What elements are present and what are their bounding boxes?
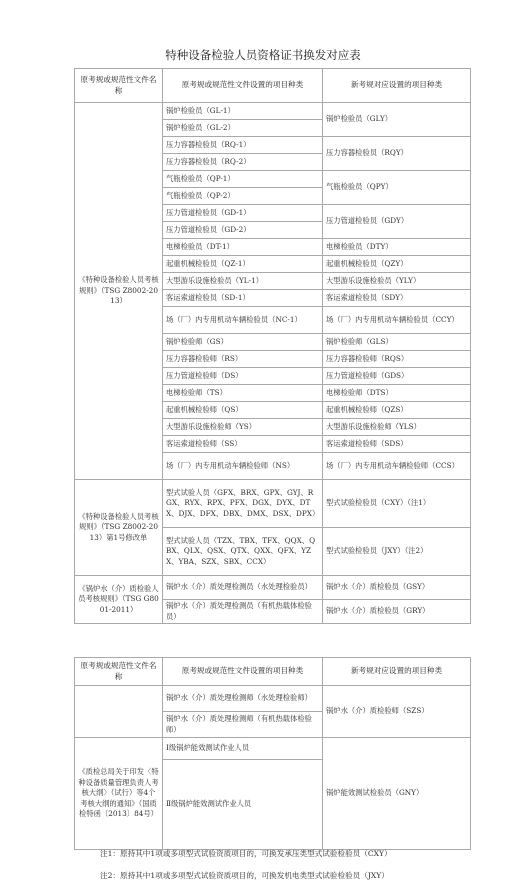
header-old-item: 原考规或规范性文件设置的项目种类 [163, 658, 323, 686]
new-item-cell: 电梯检验员（DTY） [323, 239, 471, 256]
new-item-cell: 锅炉水（介）质检验师（SZS） [323, 686, 471, 738]
new-item-cell: 压力容器检验师（RQS） [323, 351, 471, 368]
new-item-cell: 电梯检验师（DTS） [323, 385, 471, 402]
header-new-item: 新考规对应设置的项目种类 [323, 69, 471, 103]
document-title: 特种设备检验人员资格证书换发对应表 [165, 48, 361, 62]
old-item-cell: 大型游乐设施检验员（YL-1） [163, 273, 323, 290]
old-item-cell: 气瓶检验员（QP-2） [163, 188, 323, 205]
new-item-cell: 压力管道检验师（GDS） [323, 368, 471, 385]
old-item-cell: 电梯检验员（DT-1） [163, 239, 323, 256]
old-item-cell: 型式试验人员（GFX、BRX、GPX、GYJ、RGX、RYX、RPX、PFX、DGX、DYX、DTX、DJX、DFX、DBX、DMX、DSX、DPX） [163, 480, 323, 528]
old-item-cell: 气瓶检验员（QP-1） [163, 171, 323, 188]
new-item-cell: 客运索道检验员（SDY） [323, 290, 471, 307]
old-item-cell: 锅炉水（介）质处理检测员（水处理检验员） [163, 576, 323, 600]
old-item-cell: 压力管道检验员（GD-2） [163, 222, 323, 239]
old-item-cell: Ⅰ级锅炉能效测试作业人员 [163, 738, 323, 760]
new-item-cell: 气瓶检验员（QPY） [323, 171, 471, 205]
new-item-cell: 起重机械检验员（QZY） [323, 256, 471, 273]
new-item-cell: 大型游乐设施检验师（YLS） [323, 419, 471, 436]
old-item-cell: 锅炉水（介）质处理检测师（有机热载体检验师） [163, 712, 323, 738]
old-item-cell: 客运索道检验员（SD-1） [163, 290, 323, 307]
old-item-cell: 压力容器检验员（RQ-2） [163, 154, 323, 171]
new-item-cell: 起重机械检验师（QZS） [323, 402, 471, 419]
old-item-cell: 压力容器检验员（RQ-1） [163, 137, 323, 154]
new-item-cell: 压力管道检验员（GDY） [323, 205, 471, 239]
old-item-cell: 压力容器检验师（RS） [163, 351, 323, 368]
conversion-table-part-1 [74, 68, 471, 624]
old-item-cell: 大型游乐设施检验师（YS） [163, 419, 323, 436]
old-item-cell: 场（厂）内专用机动车辆检验师（NS） [163, 453, 323, 480]
old-item-cell: 锅炉检验员（GL-2） [163, 120, 323, 137]
header-new-item: 新考规对应设置的项目种类 [323, 658, 471, 686]
source-doc-cell: 《质检总局关于印发〈特种设备质量管理负责人考核大纲〉（试行）等4个考核大纲的通知》（国质检特函〔2013〕84号） [75, 738, 163, 850]
old-item-cell: Ⅱ级锅炉能效测试作业人员 [163, 760, 323, 850]
new-item-cell: 型式试验检验员（JXY）（注2） [323, 528, 471, 576]
new-item-cell: 锅炉水（介）质检验员（GSY） [323, 576, 471, 600]
old-item-cell: 电梯检验师（TS） [163, 385, 323, 402]
header-old-item: 原考规或规范性文件设置的项目种类 [163, 69, 323, 103]
old-item-cell: 压力管道检验员（GD-1） [163, 205, 323, 222]
old-item-cell: 锅炉检验师（GS） [163, 334, 323, 351]
header-source-doc: 原考规或规范性文件名称 [75, 69, 163, 103]
conversion-table-part-2 [74, 657, 471, 850]
new-item-cell: 场（厂）内专用机动车辆检验员（CCY） [323, 307, 471, 334]
old-item-cell: 场（厂）内专用机动车辆检验员（NC-1） [163, 307, 323, 334]
old-item-cell: 锅炉水（介）质处理检测员（有机热载体检验员） [163, 600, 323, 624]
old-item-cell: 起重机械检验员（QZ-1） [163, 256, 323, 273]
old-item-cell: 客运索道检验师（SS） [163, 436, 323, 453]
old-item-cell: 压力管道检验师（DS） [163, 368, 323, 385]
source-doc-cell [75, 686, 163, 738]
new-item-cell: 锅炉水（介）质检验员（GRY） [323, 600, 471, 624]
footnote-1: 注1：原持其中1项或多项型式试验资质项目的，可换发承压类型式试验检验员（CXY） [100, 849, 392, 858]
old-item-cell: 锅炉水（介）质处理检测师（水处理检验师） [163, 686, 323, 712]
new-item-cell: 压力容器检验员（RQY） [323, 137, 471, 171]
new-item-cell: 锅炉检验师（GLS） [323, 334, 471, 351]
footnote-2: 注2：原持其中1项或多项型式试验资质项目的，可换发机电类型式试验检验员（JXY） [100, 871, 389, 880]
old-item-cell: 型式试验人员（TZX、TBX、TFX、QQX、QBX、QLX、QSX、QTX、QXX、QFX、YZX、YBA、SZX、SBX、CCX） [163, 528, 323, 576]
new-item-cell: 客运索道检验师（SDS） [323, 436, 471, 453]
header-source-doc: 原考规或规范性文件名称 [75, 658, 163, 686]
old-item-cell: 起重机械检验师（QS） [163, 402, 323, 419]
source-doc-cell: 《锅炉水（介）质检验人员考核规则》（TSG G8001-2011） [75, 576, 163, 624]
old-item-cell: 锅炉检验员（GL-1） [163, 103, 323, 120]
source-doc-cell: 《特种设备检验人员考核规则》（TSG Z8002-2013）第1号修改单 [75, 480, 163, 576]
new-item-cell: 型式试验检验员（CXY）（注1） [323, 480, 471, 528]
new-item-cell: 大型游乐设施检验员（YLY） [323, 273, 471, 290]
new-item-cell: 场（厂）内专用机动车辆检验师（CCS） [323, 453, 471, 480]
source-doc-cell: 《特种设备检验人员考核规则》（TSG Z8002-2013） [75, 103, 163, 480]
new-item-cell: 锅炉检验员（GLY） [323, 103, 471, 137]
new-item-cell: 锅炉能效测试检验员（GNY） [323, 738, 471, 850]
